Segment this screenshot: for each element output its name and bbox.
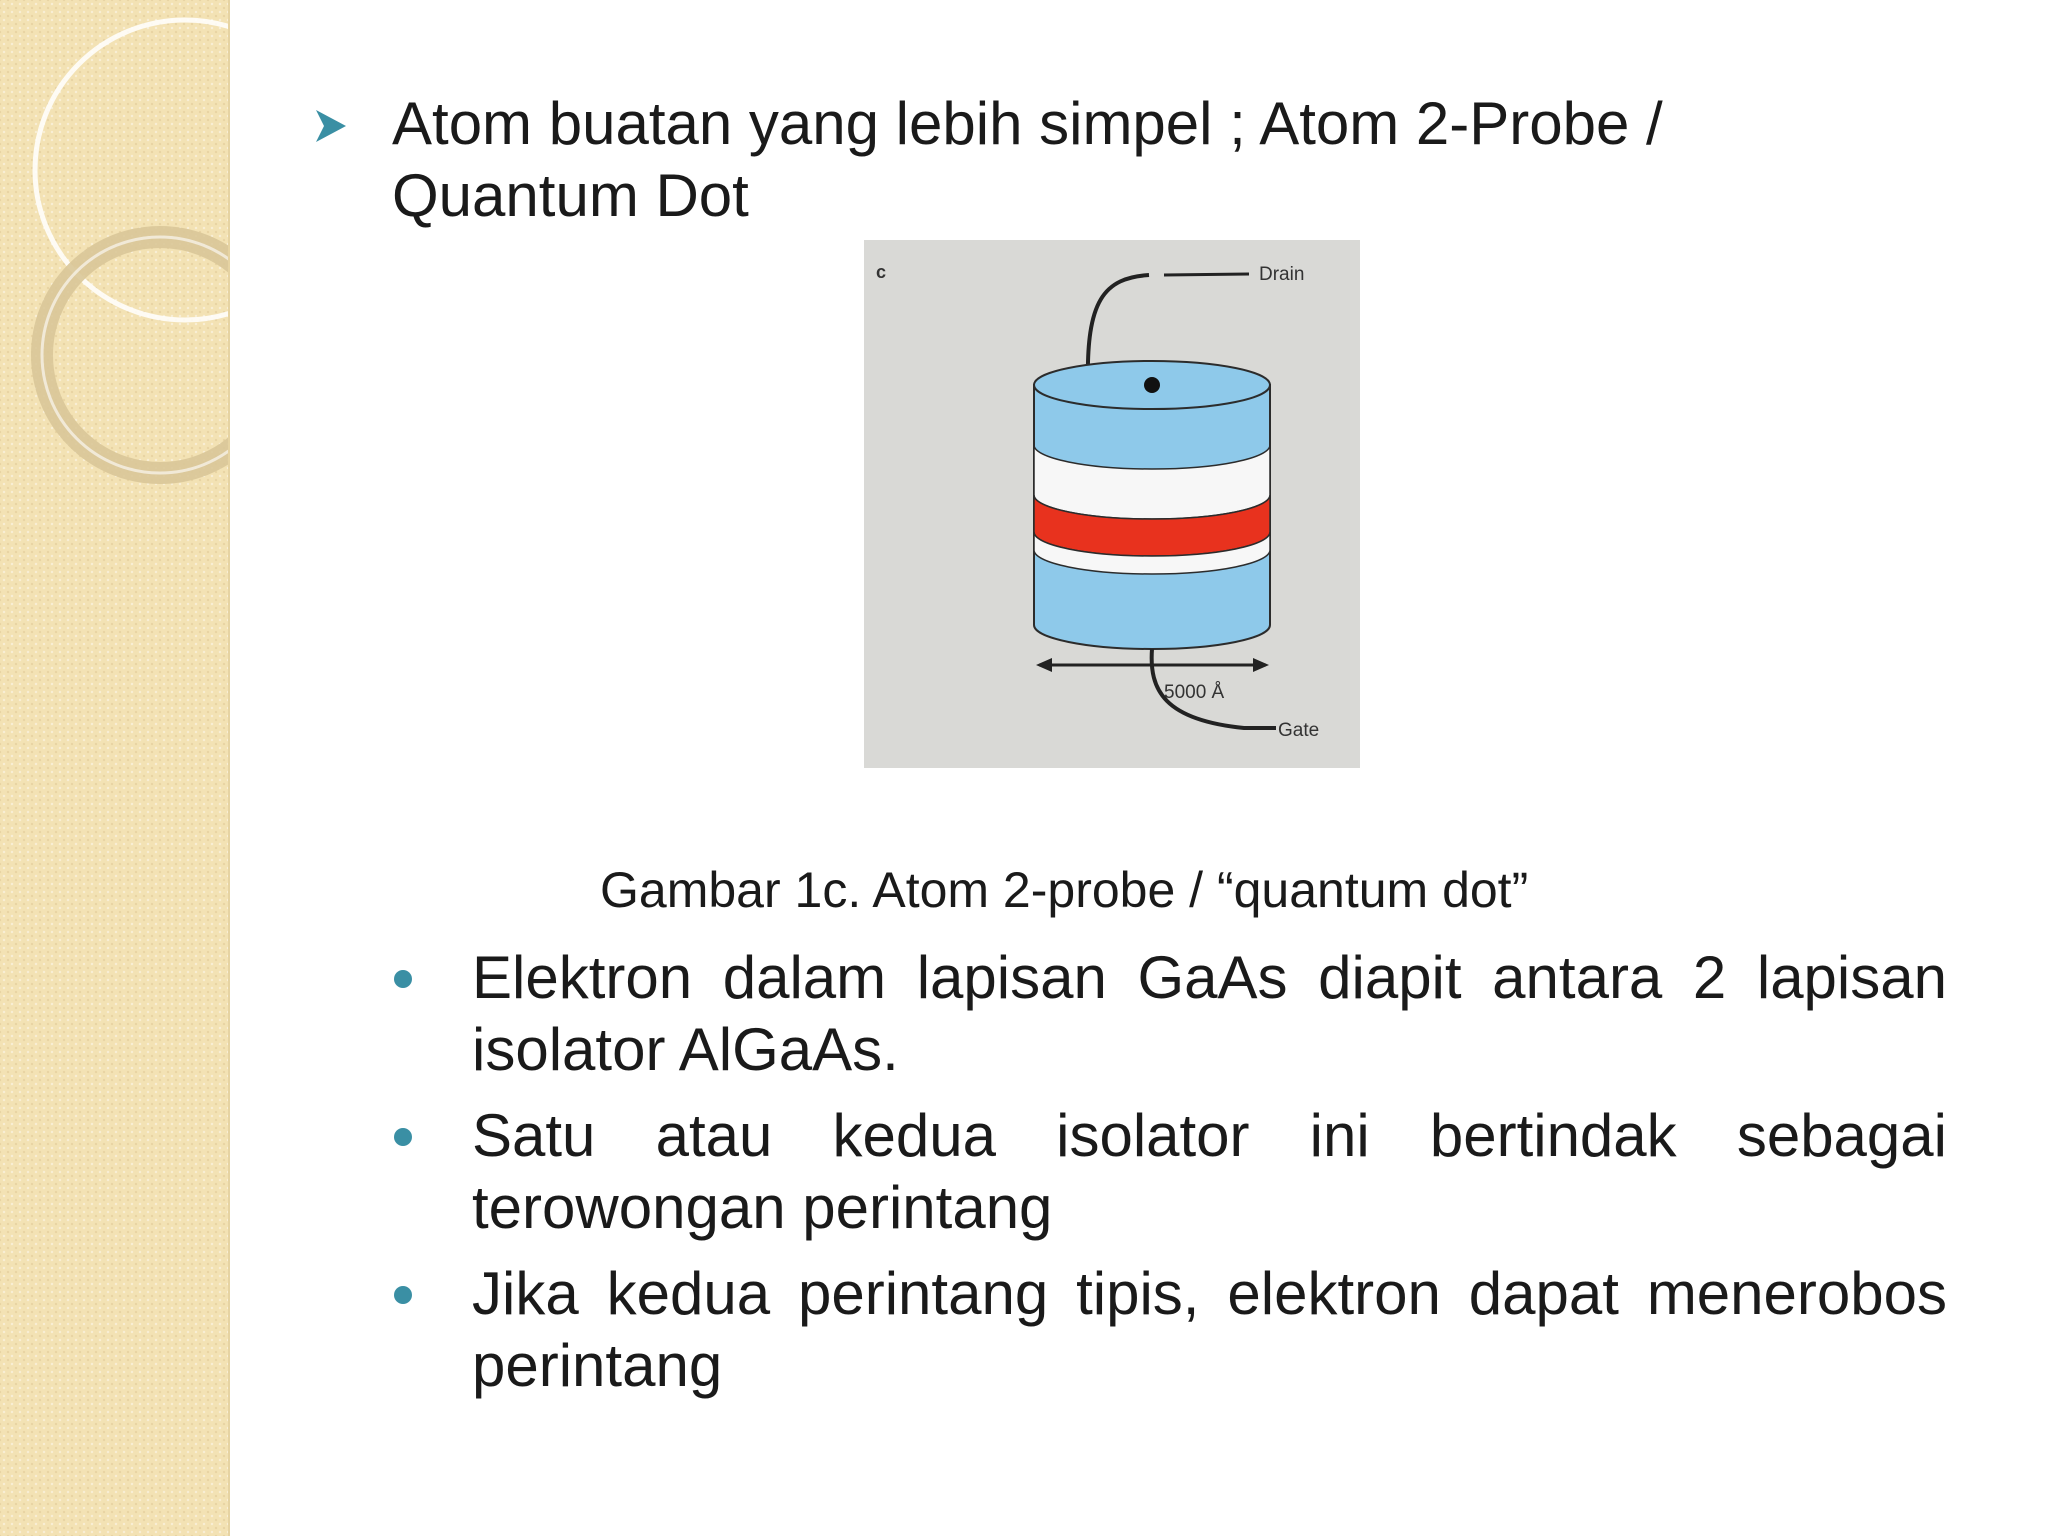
- list-item: [392, 1258, 1947, 1402]
- quantum-dot-figure: [864, 240, 1360, 768]
- list-item: [392, 942, 1947, 1086]
- bullet-dot-icon: [394, 1286, 412, 1304]
- bullet-text: Elektron dalam lapisan GaAs diapit antara 2 lapisan isolator AlGaAs.: [472, 944, 1947, 1083]
- bullet-text: Satu atau kedua isolator ini bertindak sebagai terowongan perintang: [472, 1102, 1947, 1241]
- gate-label: Gate: [1278, 720, 1320, 741]
- bullet-list: [392, 942, 1947, 1416]
- drain-label: Drain: [1259, 264, 1305, 285]
- width-label: 5000 Å: [1164, 682, 1225, 703]
- bullet-dot-icon: [394, 1128, 412, 1146]
- figure-caption: Gambar 1c. Atom 2-probe / “quantum dot”: [600, 862, 1529, 918]
- bullet-dot-icon: [394, 970, 412, 988]
- arrow-bullet-icon: [310, 104, 354, 148]
- list-item: [392, 1100, 1947, 1244]
- slide-title: Atom buatan yang lebih simpel ; Atom 2-Probe / Quantum Dot: [392, 90, 1663, 229]
- bullet-text: Jika kedua perintang tipis, elektron dapat menerobos perintang: [472, 1260, 1947, 1399]
- figure-panel-letter: c: [876, 262, 887, 282]
- drain-leader: [1164, 274, 1249, 275]
